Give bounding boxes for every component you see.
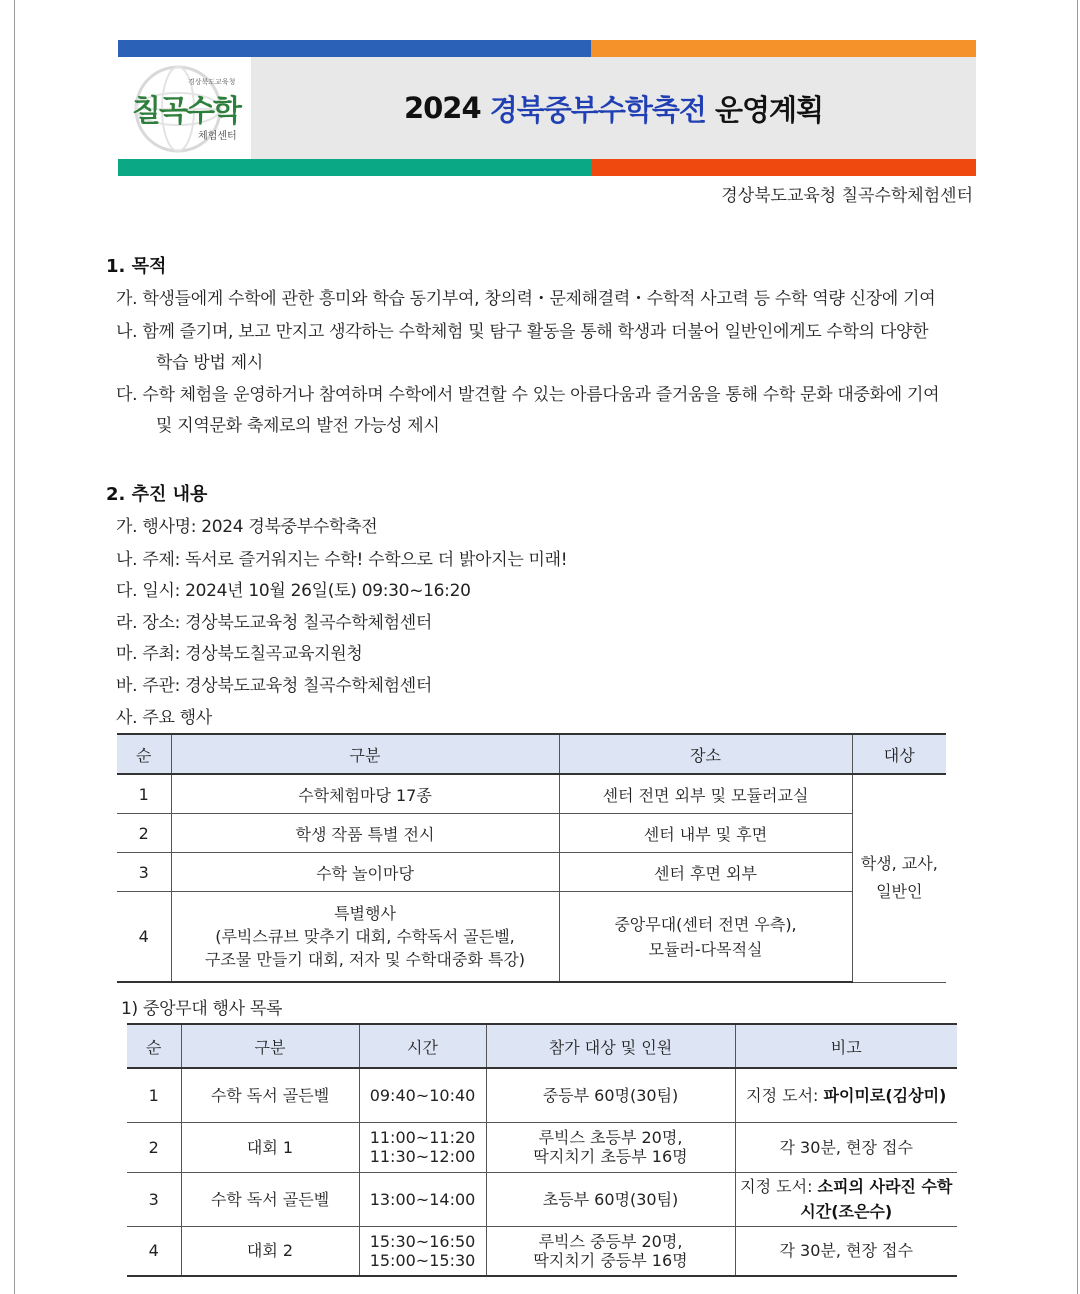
contents-item: 사. 주요 행사 <box>116 708 212 728</box>
name-line: 특별행사 <box>334 904 396 923</box>
cell-place <box>559 892 852 983</box>
logo-small-text: 경상북도교육청 <box>188 78 236 86</box>
name-line: 구조물 만들기 대회, 저자 및 수학대중화 특강) <box>204 950 526 969</box>
contents-item: 나. 주제: 독서로 즐거워지는 수학! 수학으로 더 밝아지는 미래! <box>116 550 568 570</box>
cell-time <box>359 1226 486 1276</box>
cell-participants <box>486 1226 735 1276</box>
document-page <box>14 0 1078 1294</box>
place-line: 모듈러-다목적실 <box>648 939 763 959</box>
column-header: 순 <box>117 734 171 774</box>
title-highlight: 경북중부수학축전 <box>489 92 706 127</box>
note-book-title: 파이미로(김상미) <box>823 1085 947 1105</box>
note-text: 지정 도서: <box>746 1085 824 1105</box>
place-line: 중앙무대(센터 전면 우측), <box>614 914 797 934</box>
cell-name: 수학 독서 골든벨 <box>181 1172 359 1226</box>
column-header: 참가 대상 및 인원 <box>486 1024 735 1068</box>
time-line: 15:30~16:50 <box>369 1231 476 1251</box>
cell-no: 1 <box>127 1068 181 1122</box>
purpose-item-continued: 학습 방법 제시 <box>156 353 263 373</box>
cell-no: 3 <box>117 853 171 892</box>
table-row <box>117 814 946 853</box>
cell-name: 수학체험마당 17종 <box>171 774 559 814</box>
logo-sub-text: 체험센터 <box>198 131 237 142</box>
participants-line: 루빅스 초등부 20명, <box>538 1128 683 1147</box>
header-top-bar-orange <box>591 40 976 57</box>
note-book-title: 소피의 사라진 수학 <box>817 1177 953 1196</box>
purpose-item: 나. 함께 즐기며, 보고 만지고 생각하는 수학체험 및 탐구 활동을 통해 학생과 더불어 일반인에게도 수학의 다양한 <box>116 322 929 342</box>
title-year: 2024 <box>403 91 481 125</box>
header-bottom-bar-green <box>118 159 591 176</box>
contents-item: 바. 주관: 경상북도교육청 칠곡수학체험센터 <box>116 676 433 696</box>
name-line: (루빅스큐브 맞추기 대회, 수학독서 골든벨, <box>215 927 515 946</box>
subheading-stage-events: 1) 중앙무대 행사 목록 <box>121 999 283 1019</box>
participants-line: 딱지치기 중등부 16명 <box>533 1250 688 1270</box>
cell-note <box>735 1172 957 1226</box>
table-row <box>127 1068 957 1122</box>
header-top-bar-blue <box>118 40 591 57</box>
table-header-row <box>127 1024 957 1068</box>
title-suffix: 운영계획 <box>715 92 824 127</box>
section-heading-purpose: 1. 목적 <box>106 256 167 277</box>
cell-name: 학생 작품 특별 전시 <box>171 814 559 853</box>
cell-participants: 초등부 60명(30팀) <box>486 1172 735 1226</box>
cell-no: 4 <box>117 892 171 983</box>
cell-participants: 중등부 60명(30팀) <box>486 1068 735 1122</box>
cell-name: 대회 2 <box>181 1226 359 1276</box>
column-header: 구분 <box>171 734 559 774</box>
cell-target <box>852 774 946 982</box>
main-events-table <box>117 733 946 983</box>
contents-item: 라. 장소: 경상북도교육청 칠곡수학체험센터 <box>116 613 433 633</box>
table-row <box>127 1172 957 1226</box>
contents-item: 다. 일시: 2024년 10월 26일(토) 09:30~16:20 <box>116 581 471 601</box>
purpose-item-continued: 및 지역문화 축제로의 발전 가능성 제시 <box>156 416 440 436</box>
note-text: 지정 도서: <box>740 1177 818 1196</box>
participants-line: 루빅스 중등부 20명, <box>538 1231 683 1251</box>
cell-time: 13:00~14:00 <box>359 1172 486 1226</box>
purpose-item: 가. 학생들에게 수학에 관한 흥미와 학습 동기부여, 창의력・문제해결력・수학적 사고력 등 수학 역량 신장에 기여 <box>116 289 936 309</box>
cell-name: 수학 독서 골든벨 <box>181 1068 359 1122</box>
cell-participants <box>486 1122 735 1172</box>
column-header: 구분 <box>181 1024 359 1068</box>
organization-name: 경상북도교육청 칠곡수학체험센터 <box>721 186 973 206</box>
cell-place: 센터 후면 외부 <box>559 853 852 892</box>
cell-no: 1 <box>117 774 171 814</box>
cell-note <box>735 1068 957 1122</box>
logo-main-text: 칠곡수학 <box>132 94 240 129</box>
column-header: 장소 <box>559 734 852 774</box>
cell-name <box>171 892 559 983</box>
column-header: 비고 <box>735 1024 957 1068</box>
table-row <box>127 1226 957 1276</box>
cell-note: 각 30분, 현장 접수 <box>735 1122 957 1172</box>
cell-place: 센터 내부 및 후면 <box>559 814 852 853</box>
page-title <box>251 57 976 159</box>
header-bottom-bar-red <box>591 159 976 176</box>
table-row <box>127 1122 957 1172</box>
cell-no: 2 <box>117 814 171 853</box>
cell-note: 각 30분, 현장 접수 <box>735 1226 957 1276</box>
cell-place: 센터 전면 외부 및 모듈러교실 <box>559 774 852 814</box>
time-line: 15:00~15:30 <box>369 1250 476 1270</box>
cell-name: 수학 놀이마당 <box>171 853 559 892</box>
section-heading-contents: 2. 추진 내용 <box>106 484 208 505</box>
cell-name: 대회 1 <box>181 1122 359 1172</box>
participants-line: 딱지치기 초등부 16명 <box>533 1147 688 1166</box>
contents-item: 마. 주최: 경상북도칠곡교육지원청 <box>116 644 363 664</box>
cell-time: 09:40~10:40 <box>359 1068 486 1122</box>
column-header: 시간 <box>359 1024 486 1068</box>
time-line: 11:00~11:20 <box>369 1128 476 1147</box>
target-line: 학생, 교사, <box>860 854 938 874</box>
table-row <box>117 892 946 983</box>
cell-no: 3 <box>127 1172 181 1226</box>
logo <box>118 57 251 159</box>
contents-item: 가. 행사명: 2024 경북중부수학축전 <box>116 517 378 537</box>
note-book-title: 시간(조은수) <box>800 1202 893 1221</box>
cell-time <box>359 1122 486 1172</box>
cell-no: 2 <box>127 1122 181 1172</box>
target-line: 일반인 <box>876 882 923 902</box>
cell-no: 4 <box>127 1226 181 1276</box>
column-header: 대상 <box>852 734 946 774</box>
table-header-row <box>117 734 946 774</box>
stage-events-table <box>127 1023 957 1277</box>
table-row <box>117 853 946 892</box>
purpose-item: 다. 수학 체험을 운영하거나 참여하며 수학에서 발견할 수 있는 아름다움과 즐거움을 통해 수학 문화 대중화에 기여 <box>116 385 940 405</box>
column-header: 순 <box>127 1024 181 1068</box>
time-line: 11:30~12:00 <box>369 1147 476 1166</box>
table-row <box>117 774 946 814</box>
